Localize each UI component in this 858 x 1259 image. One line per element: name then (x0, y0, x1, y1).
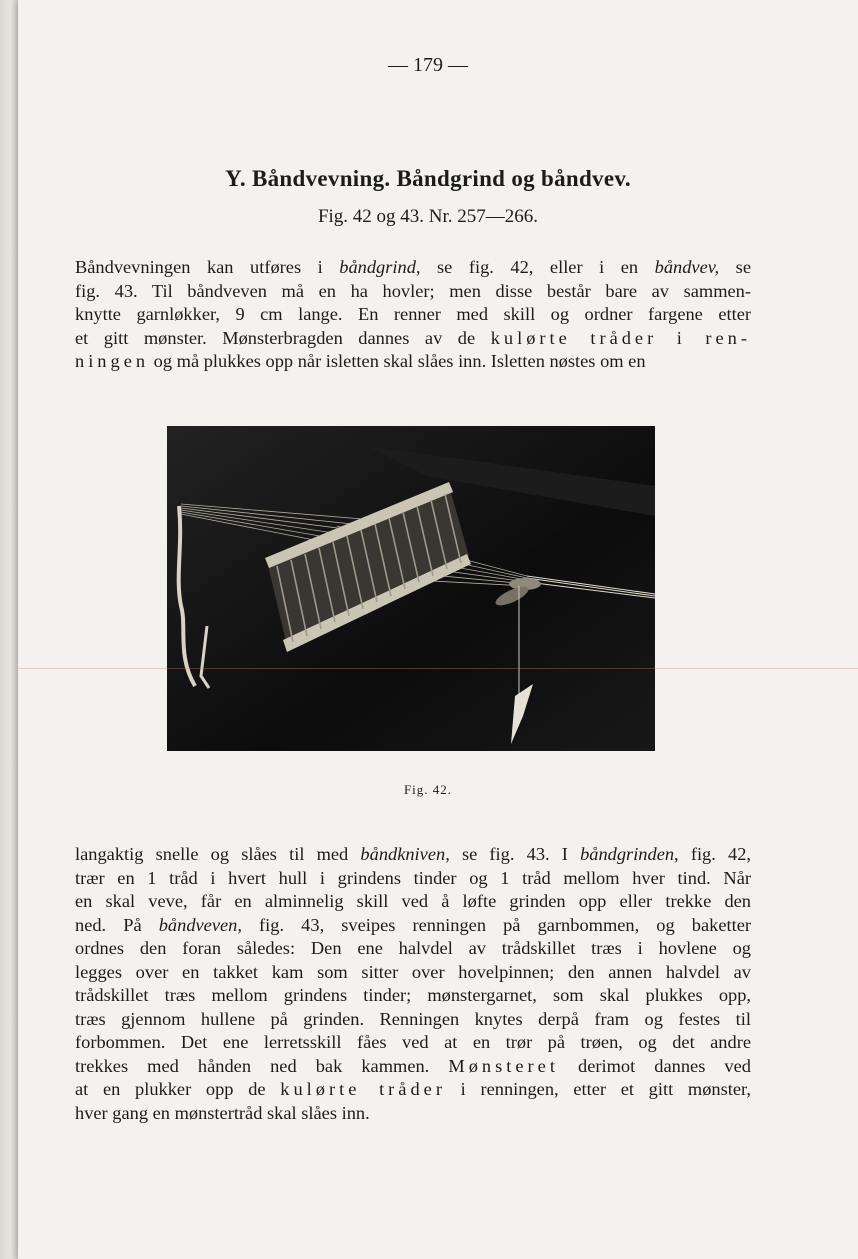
text-line: trekkes med hånden ned bak kammen. Mønsteret derimot dannes ved (75, 1055, 751, 1076)
text-line: forbommen. Det ene lerretsskill fåes ved at en trør på trøen, og det andre (75, 1032, 751, 1052)
text-line: legges over en takket kam som sitter over hovelpinnen; den annen halvdel av (75, 961, 751, 982)
paragraph-main (75, 843, 751, 1125)
text-line: langaktig snelle og slåes til med båndkniven, se fig. 43. I båndgrinden, fig. 42, (75, 844, 751, 864)
text-line: hver gang en mønstertråd skal slåes inn. (75, 1102, 370, 1123)
text-line: Båndvevningen kan utføres i båndgrind, se fig. 42, eller i en båndvev, se (75, 257, 751, 277)
book-page (18, 0, 858, 1259)
text-line: ordnes den foran således: Den ene halvdel av trådskillet træs i hovlene og (75, 938, 751, 958)
scan-artifact-line (18, 668, 858, 669)
text-line: knytte garnløkker, 9 cm lange. En renner med skill og ordner fargene etter (75, 304, 751, 324)
chapter-title: Y. Båndvevning. Båndgrind og båndvev. (225, 166, 631, 191)
loom-photo-illustration (167, 426, 655, 751)
text-line: ningen og må plukkes opp når isletten skal slåes inn. Isletten nøstes om en (75, 351, 646, 371)
text-line: fig. 43. Til båndveven må en ha hovler; men disse består bare av sammen- (75, 280, 751, 301)
figure-caption: Fig. 42. (403, 782, 453, 797)
text-line: en skal veve, får en alminnelig skill ved å løfte grinden opp eller trekke den (75, 891, 751, 911)
text-line: træs gjennom hullene på grinden. Renningen knytes derpå fram og festes til (75, 1008, 751, 1029)
text-line: trådskillet træs mellom grindens tinder; mønstergarnet, som skal plukkes opp, (75, 985, 751, 1005)
paragraph-intro (75, 256, 751, 374)
book-spine-edge (0, 0, 18, 1259)
page-number: — 179 — (388, 54, 468, 76)
figure-photo-baandgrind (167, 426, 655, 751)
text-line: trær en 1 tråd i hvert hull i grindens tinder og 1 tråd mellom hver tind. Når (75, 867, 751, 888)
text-line: at en plukker opp de kulørte tråder i renningen, etter et gitt mønster, (75, 1079, 752, 1099)
text-line: ned. På båndveven, fig. 43, sveipes renningen på garnbommen, og baketter (75, 914, 751, 935)
text-line: et gitt mønster. Mønsterbragden dannes av de kulørte tråder i ren- (75, 327, 751, 348)
chapter-subtitle: Fig. 42 og 43. Nr. 257—266. (317, 206, 539, 227)
